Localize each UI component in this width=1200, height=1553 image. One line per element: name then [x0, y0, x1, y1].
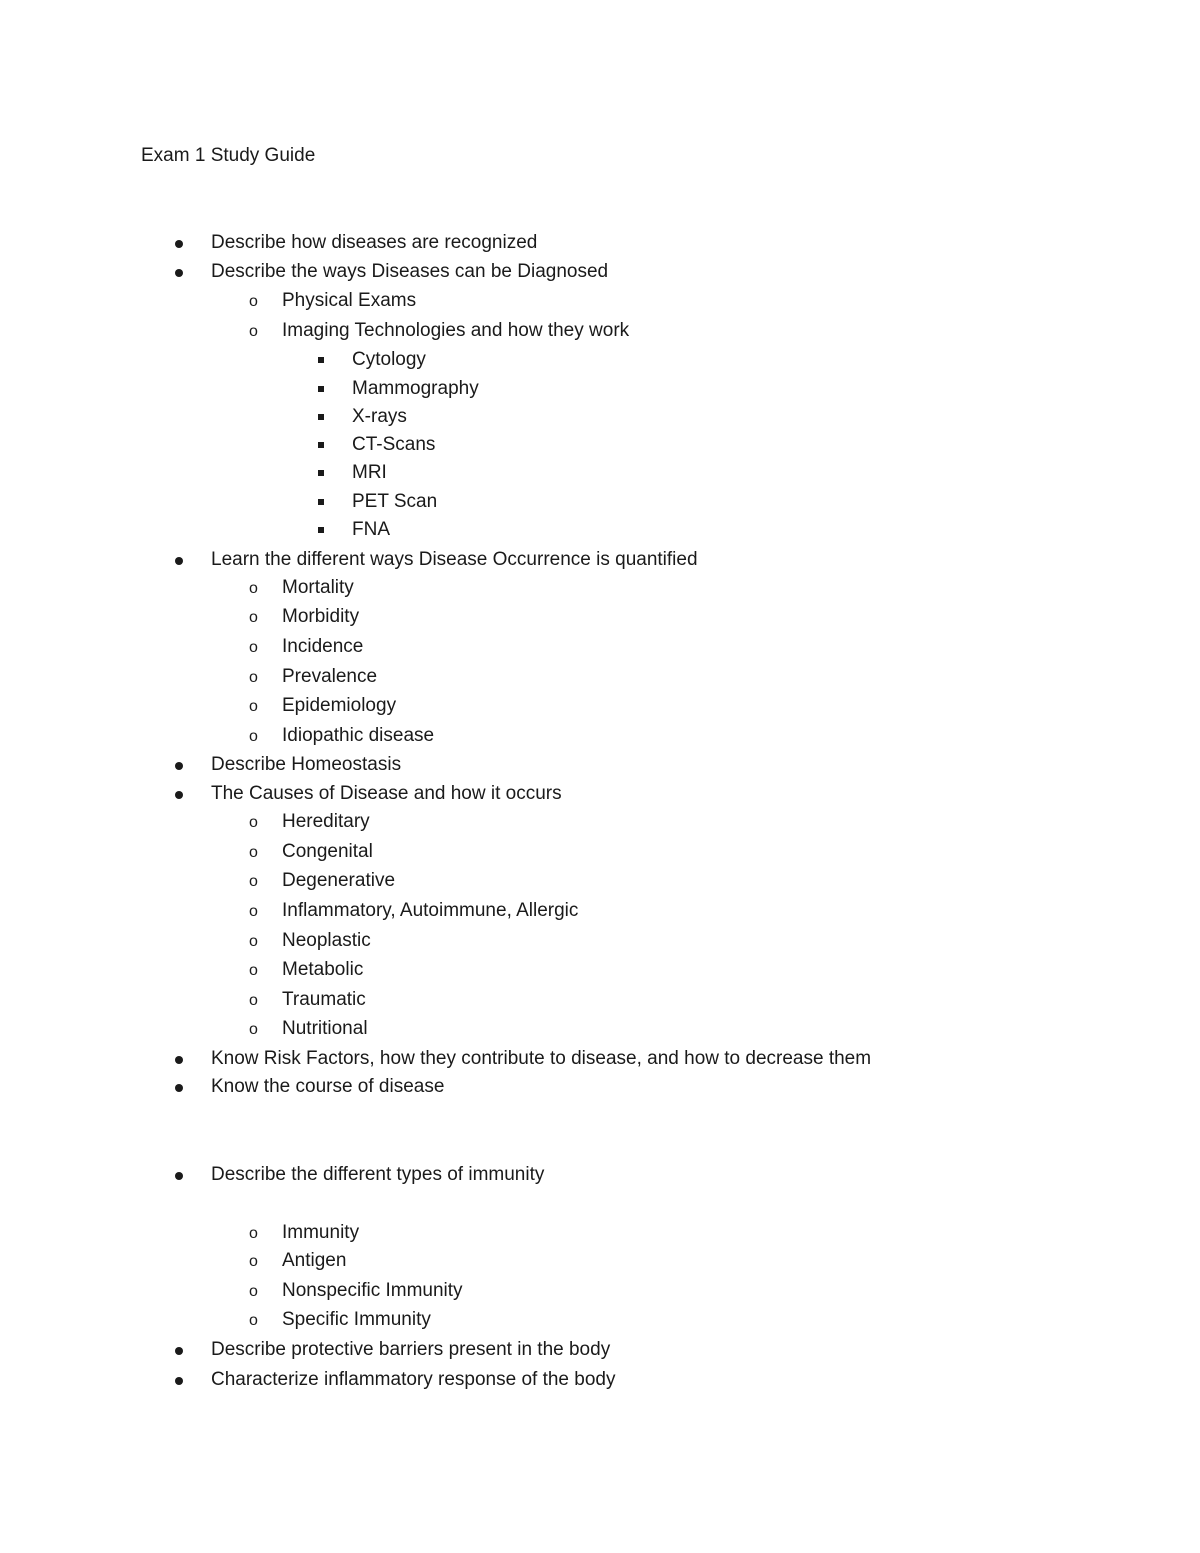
square-bullet-icon [318, 414, 324, 420]
outline-item-label: Characterize inflammatory response of the body [211, 1369, 616, 1390]
o-bullet-icon: o [249, 323, 258, 340]
filled-bullet-icon [175, 240, 183, 248]
o-bullet-icon: o [249, 873, 258, 890]
o-bullet-icon: o [249, 903, 258, 920]
outline-item-label: Epidemiology [282, 695, 397, 716]
filled-bullet-icon [175, 1377, 183, 1385]
o-bullet-icon: o [249, 844, 258, 861]
square-bullet-icon [318, 357, 324, 363]
outline-item-label: Know the course of disease [211, 1076, 445, 1097]
outline-item-label: Idiopathic disease [282, 725, 435, 746]
outline-item-label: Describe how diseases are recognized [211, 232, 538, 253]
square-bullet-icon [318, 470, 324, 476]
outline-item-label: Mammography [352, 378, 479, 399]
o-bullet-icon: o [249, 1283, 258, 1300]
outline-item-label: Neoplastic [282, 930, 371, 951]
o-bullet-icon: o [249, 669, 258, 686]
o-bullet-icon: o [249, 580, 258, 597]
outline-item-label: X-rays [352, 406, 407, 427]
outline-item-label: Describe the ways Diseases can be Diagnosed [211, 261, 609, 282]
square-bullet-icon [318, 499, 324, 505]
outline-item-label: Metabolic [282, 959, 364, 980]
filled-bullet-icon [175, 762, 183, 770]
o-bullet-icon: o [249, 992, 258, 1009]
o-bullet-icon: o [249, 1253, 258, 1270]
o-bullet-icon: o [249, 1021, 258, 1038]
document-title: Exam 1 Study Guide [141, 145, 316, 166]
outline-item-label: Hereditary [282, 811, 370, 832]
o-bullet-icon: o [249, 1225, 258, 1242]
filled-bullet-icon [175, 1347, 183, 1355]
filled-bullet-icon [175, 791, 183, 799]
o-bullet-icon: o [249, 698, 258, 715]
o-bullet-icon: o [249, 933, 258, 950]
outline-item-label: Specific Immunity [282, 1309, 431, 1330]
square-bullet-icon [318, 442, 324, 448]
outline-item-label: PET Scan [352, 491, 438, 512]
filled-bullet-icon [175, 1056, 183, 1064]
outline-item-label: Inflammatory, Autoimmune, Allergic [282, 900, 579, 921]
o-bullet-icon: o [249, 962, 258, 979]
o-bullet-icon: o [249, 639, 258, 656]
square-bullet-icon [318, 527, 324, 533]
o-bullet-icon: o [249, 609, 258, 626]
outline-item-label: Immunity [282, 1222, 360, 1243]
outline-item-label: Nutritional [282, 1018, 368, 1039]
outline-item-label: Congenital [282, 841, 373, 862]
outline-item-label: Describe protective barriers present in the body [211, 1339, 611, 1360]
o-bullet-icon: o [249, 1312, 258, 1329]
filled-bullet-icon [175, 1172, 183, 1180]
outline-item-label: Nonspecific Immunity [282, 1280, 463, 1301]
outline-item-label: Degenerative [282, 870, 396, 891]
outline-item-label: Antigen [282, 1250, 347, 1271]
outline-item-label: FNA [352, 519, 390, 540]
outline-item-label: CT-Scans [352, 434, 436, 455]
square-bullet-icon [318, 386, 324, 392]
outline-item-label: Incidence [282, 636, 364, 657]
outline-item-label: Morbidity [282, 606, 360, 627]
outline-item-label: Learn the different ways Disease Occurrence is quantified [211, 549, 698, 570]
o-bullet-icon: o [249, 728, 258, 745]
outline-item-label: Mortality [282, 577, 354, 598]
outline-item-label: Describe the different types of immunity [211, 1164, 545, 1185]
outline-item-label: Traumatic [282, 989, 366, 1010]
outline-item-label: Know Risk Factors, how they contribute to disease, and how to decrease them [211, 1048, 872, 1069]
outline-item-label: Imaging Technologies and how they work [282, 320, 630, 341]
outline-item-label: Cytology [352, 349, 426, 370]
outline-item-label: Prevalence [282, 666, 378, 687]
outline-item-label: MRI [352, 462, 387, 483]
o-bullet-icon: o [249, 293, 258, 310]
outline-item-label: Describe Homeostasis [211, 754, 402, 775]
outline-item-label: Physical Exams [282, 290, 417, 311]
outline-item-label: The Causes of Disease and how it occurs [211, 783, 562, 804]
filled-bullet-icon [175, 1084, 183, 1092]
o-bullet-icon: o [249, 814, 258, 831]
filled-bullet-icon [175, 269, 183, 277]
filled-bullet-icon [175, 557, 183, 565]
